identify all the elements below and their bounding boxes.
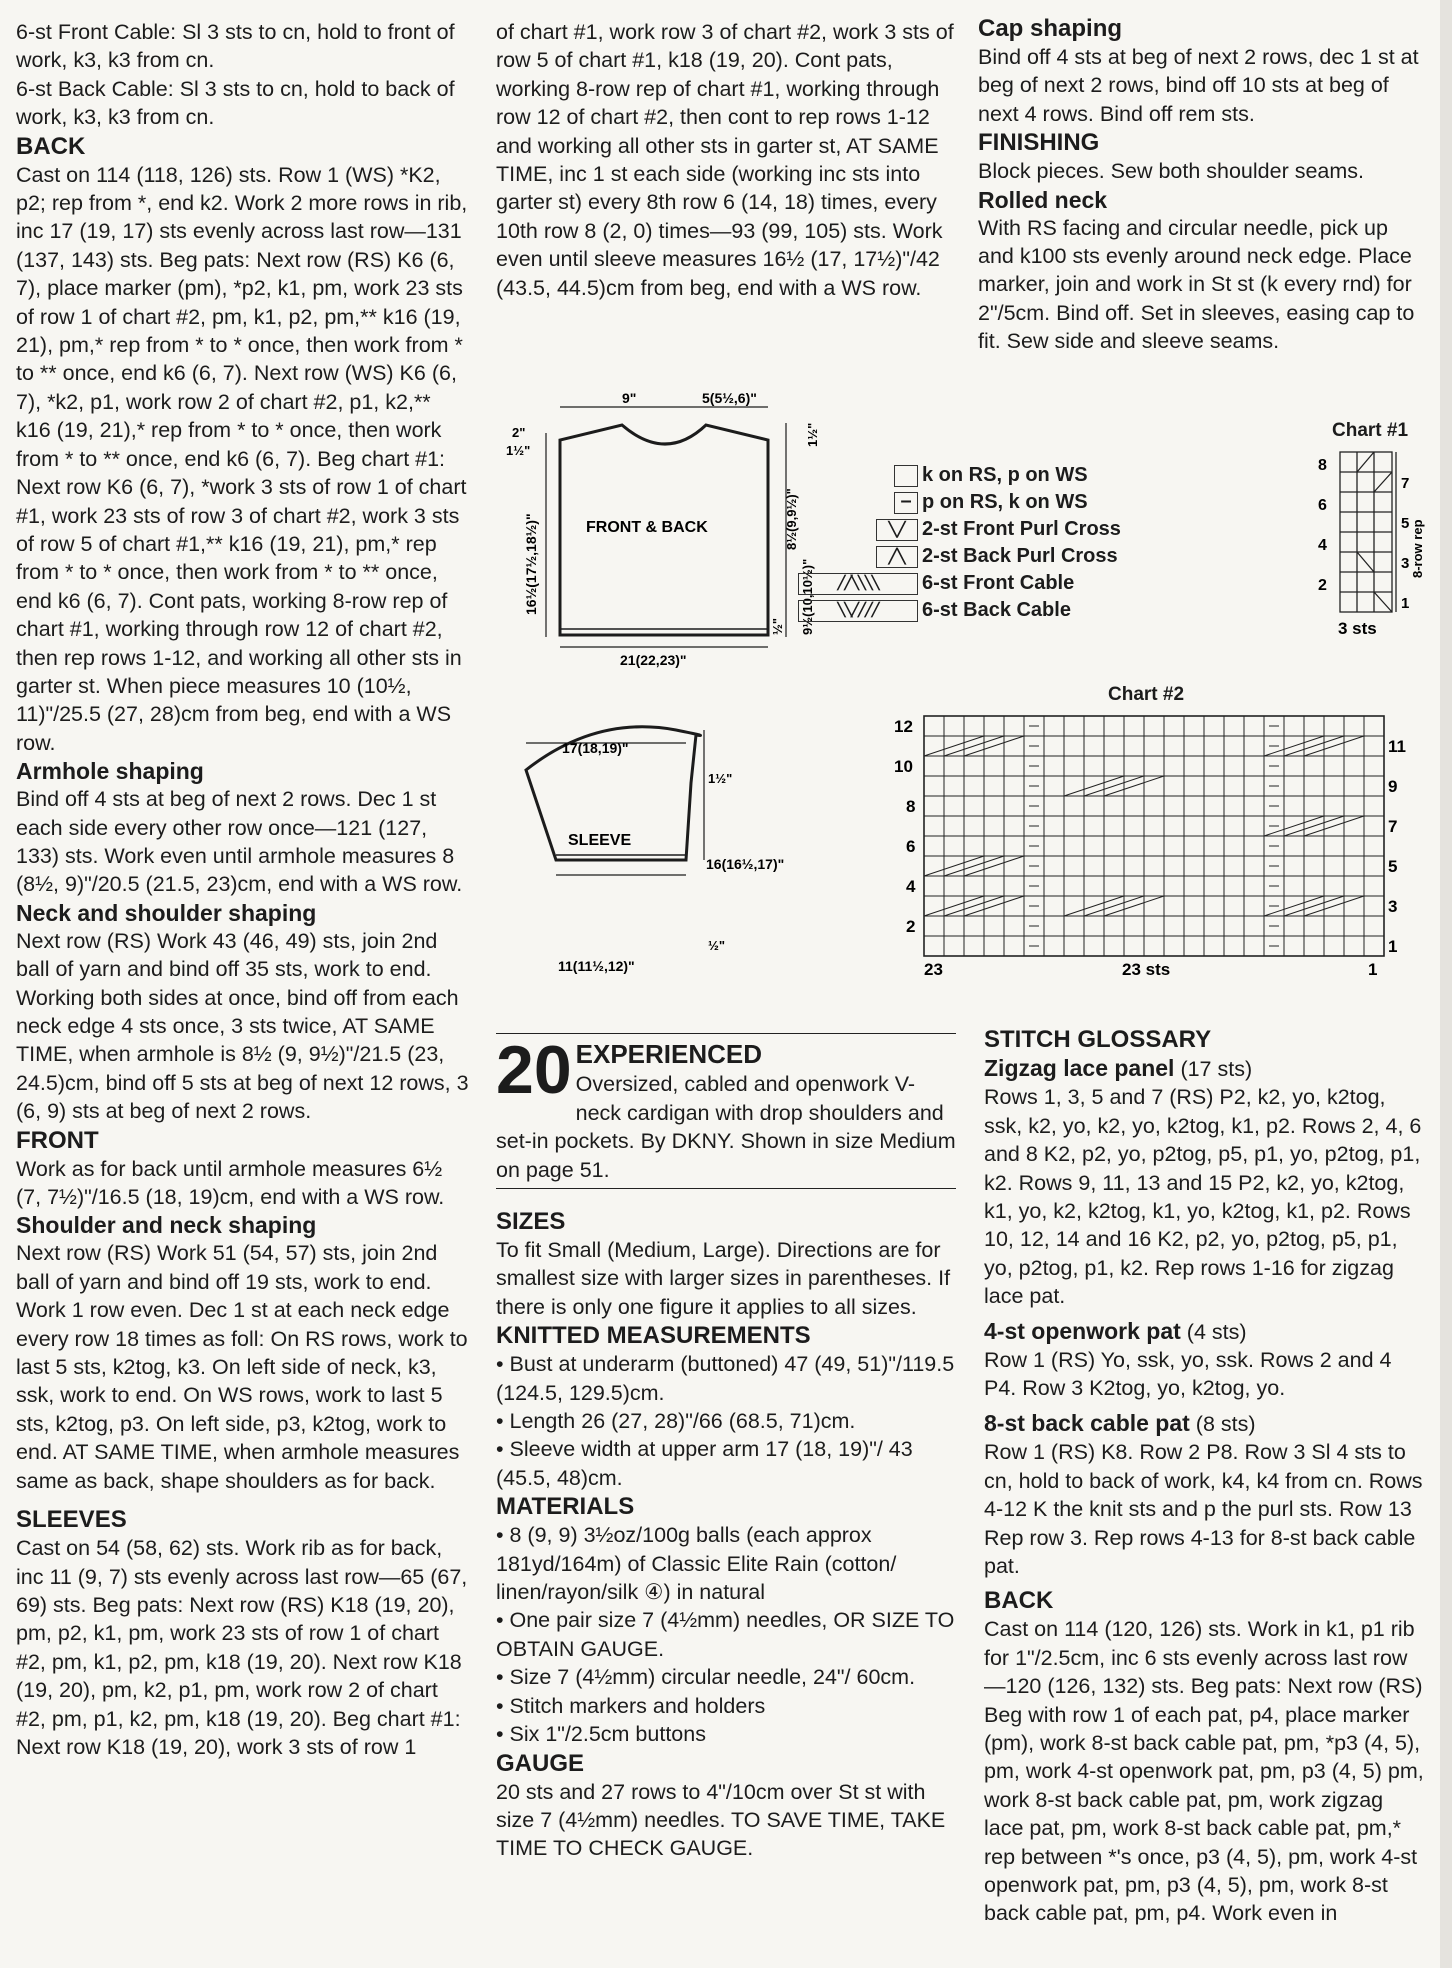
dim-top-width: 9" <box>622 390 637 406</box>
sleeve-continued: of chart #1, work row 3 of chart #2, work 3 sts of row 5 of chart #1, k18 (19, 20). Cont pats, working 8-row rep of chart #1, working through row 12 of chart #2, then cont to rep rows 1-12 and working all other sts in garter st, AT SAME TIME, inc 1 st each side (working inc sts into garter st) every 8th row 6 (14, 18) times, every 10th row 8 (2, 0) times—93 (99, 105) sts. Work even until sleeve measures 16½ (17, 17½)"/42 (43.5, 44.5)cm from beg, end with a WS row. <box>496 20 954 300</box>
shoulder-neck-instructions: Next row (RS) Work 51 (54, 57) sts, join 2nd ball of yarn and bind off 19 sts, work to end. Work 1 row even. Dec 1 st at each neck edge every row 18 times as foll: On RS rows, work to last 5 sts, k2tog, k3. On left side of neck, k3, ssk, work to end. On WS rows, work to last 5 sts, k2tog, p3. On left side, p3, k2tog, work to end. AT SAME TIME, when armhole measures same as back, shape shoulders as for back. <box>16 1241 468 1493</box>
chart1-row-label: 8 <box>1318 457 1327 474</box>
material-item: • Six 1"/2.5cm buttons <box>496 1722 706 1747</box>
chart1-title: Chart #1 <box>1332 420 1409 441</box>
chart1 <box>1310 448 1440 648</box>
legend-item: ╲╲╱╱╱╱ 6-st Back Cable <box>894 597 1121 624</box>
gauge-heading: GAUGE <box>496 1749 585 1777</box>
dim-rib: ½" <box>770 617 785 635</box>
material-item: • Stitch markers and holders <box>496 1693 766 1718</box>
chart1-row-label: 5 <box>1401 515 1410 532</box>
dim-body: 9½(10,10½)" <box>800 558 815 635</box>
material-item: • Size 7 (4½mm) circular needle, 24"/ 60cm. <box>496 1665 916 1690</box>
label-front-back: FRONT & BACK <box>586 519 708 536</box>
sleeves-heading: SLEEVES <box>16 1506 127 1534</box>
chart2-row-label: 11 <box>1388 737 1406 756</box>
dim-shoulder-slope: 1½" <box>805 422 820 447</box>
legend-item: – p on RS, k on WS <box>894 489 1121 516</box>
section-rule-bottom <box>496 1188 956 1189</box>
legend-item: k on RS, p on WS <box>894 462 1121 489</box>
neck-instructions: Next row (RS) Work 43 (46, 49) sts, join 2nd ball of yarn and bind off 35 sts, work to end. Working both sides at once, bind off from each neck edge 4 sts once, 3 sts twice, AT SAME TIME, when armhole is 8½ (9, 9½)"/21.5 (23, 24.5)cm, bind off 5 sts at beg of next 12 rows, 3 (6, 9) sts at beg of next 2 rows. <box>16 928 469 1124</box>
material-item: • 8 (9, 9) 3½oz/100g balls (each approx 181yd/164m) of Classic Elite Rain (cotton/ linen/rayon/silk ④) in natural <box>496 1523 897 1605</box>
gauge-text: 20 sts and 27 rows to 4"/10cm over St st with size 7 (4½mm) needles. TO SAVE TIME, TAKE TIME TO CHECK GAUGE. <box>496 1779 946 1861</box>
dim-armhole: 8½(9,9½)" <box>784 488 799 550</box>
dim-sleeve-length: 16(16½,17)" <box>706 856 785 872</box>
dim-sleeve-top: 17(18,19)" <box>562 740 629 756</box>
chart-legend <box>837 462 1121 624</box>
front-cable-icon: ╱╱╲╲╲╲ <box>798 573 918 595</box>
page-edge <box>1440 0 1452 1968</box>
sizes-heading: SIZES <box>496 1208 566 1235</box>
measurements-heading: KNITTED MEASUREMENTS <box>496 1322 811 1350</box>
legend-item: ╲╱ 2-st Front Purl Cross <box>894 516 1121 543</box>
chart2-row-label: 5 <box>1388 857 1398 876</box>
pattern-number: 20 <box>496 1032 572 1108</box>
chart2-stitch-right: 1 <box>1368 960 1378 979</box>
column-left <box>16 0 470 1761</box>
zigzag-text: Rows 1, 3, 5 and 7 (RS) P2, k2, yo, k2tog, ssk, k2, yo, k2, yo, k2tog, k1, p2. Rows 2, 4, 6 and 8 K2, p2, yo, p2tog, p5, p1, yo, p2tog, p1, k2. Rows 9, 11, 13 and 15 P2, k2, yo, k2tog, k1, yo, k2, k2tog, k1, yo, k2tog, k1, p2. Rows 10, 12, 14 and 16 K2, p2, yo, p2tog, p5, p1, yo, p2tog, p1, k2. Rep rows 1-16 for zigzag lace pat. <box>984 1085 1422 1309</box>
chart2-sts: 23 sts <box>1122 960 1171 979</box>
legend-item: ╱╲ 2-st Back Purl Cross <box>894 543 1121 570</box>
chart1-sts: 3 sts <box>1338 619 1377 638</box>
pattern-20-details <box>496 1207 956 1863</box>
chart1-repeat-label: 8-row rep <box>1410 519 1425 578</box>
materials-heading: MATERIALS <box>496 1493 635 1521</box>
dim-total-length: 16½(17½,18½)" <box>523 513 539 615</box>
cable-text: Row 1 (RS) K8. Row 2 P8. Row 3 Sl 4 sts to cn, hold to back of work, k4, k4 from cn. Rows 4-12 K the knit sts and p the purl sts. Row 13 Rep row 3. Rep rows 4-13 for 8-st back cable pat. <box>984 1440 1423 1578</box>
dim-front-neck: 1½" <box>506 443 531 458</box>
material-item: • One pair size 7 (4½mm) needles, OR SIZE TO OBTAIN GAUGE. <box>496 1608 955 1661</box>
knit-symbol-icon <box>894 465 918 487</box>
back-20-heading: BACK <box>984 1587 1054 1615</box>
zigzag-count: (17 sts) <box>1180 1057 1253 1081</box>
measurement-item: • Length 26 (27, 28)"/66 (68.5, 71)cm. <box>496 1409 856 1434</box>
chart1-row-label: 2 <box>1318 577 1327 594</box>
chart2-row-label: 9 <box>1388 777 1398 796</box>
openwork-heading: 4-st openwork pat <box>984 1317 1181 1344</box>
chart2-row-label: 4 <box>906 877 916 896</box>
chart2-row-label: 12 <box>894 717 913 736</box>
rolled-neck-heading: Rolled neck <box>978 186 1108 213</box>
sizes-text: To fit Small (Medium, Large). Directions are for smallest size with larger sizes in parentheses. If there is only one figure it applies to all sizes. <box>496 1238 951 1319</box>
measurement-item: • Sleeve width at upper arm 17 (18, 19)"/ 43 (45.5, 48)cm. <box>496 1437 913 1490</box>
dim-neck-depth: 2" <box>512 425 526 440</box>
sleeves-instructions: Cast on 54 (58, 62) sts. Work rib as for back, inc 11 (9, 7) sts evenly across last row—65 (67, 69) sts. Beg pats: Next row (RS) K18 (19, 20), pm, p2, k1, pm, work 23 sts of row 1 of chart #2, pm, k1, p2, pm, k18 (19, 20). Next row K18 (19, 20), pm, k2, p1, pm, work row 2 of chart #2, pm, p1, k2, pm, k18 (19, 20). Beg chart #1: Next row K18 (19, 20), work 3 sts of row 1 <box>16 1536 468 1759</box>
back-cable-icon: ╲╲╱╱╱╱ <box>798 600 918 622</box>
back-instructions: Cast on 114 (118, 126) sts. Row 1 (WS) *K2, p2; rep from *, end k2. Work 2 more rows in rib, inc 17 (19, 17) sts evenly across last row—131 (137, 143) sts. Beg pats: Next row (RS) K6 (6, 7), place marker (pm), *p2, k1, pm, work 23 sts of row 1 of chart #2, pm, k1, p2, pm,** k16 (19, 21), pm,* rep from * to * once, then work from * to ** once, end k6 (6, 7). Next row (WS) K6 (6, 7), *k2, p1, work row 2 of chart #2, p1, k2,** k16 (19, 21),* rep from * to * once, then work from * to ** once, end k6 (6, 7). Beg chart #1: Next row K6 (6, 7), *work 3 sts of row 1 of chart #1, work 23 sts of row 3 of chart #2, work 3 sts of row 5 of chart #1,** k16 (19, 21), pm,* rep from * to * once, then work from * to ** once, end k6 (6, 7). Cont pats, working 8-row rep of chart #1, working through row 12 of chart #2, then rep rows 1-12, and working all other sts in garter st. When piece measures 10 (10½, 11)"/25.5 (27, 28)cm from beg, end with a WS row. <box>16 162 468 755</box>
chart2-row-label: 2 <box>906 917 916 936</box>
measurement-item: • Bust at underarm (buttoned) 47 (49, 51)"/119.5 (124.5, 129.5)cm. <box>496 1352 955 1405</box>
chart1-row-label: 4 <box>1318 537 1327 554</box>
chart1-row-label: 3 <box>1401 555 1410 572</box>
cable-heading: 8-st back cable pat <box>984 1409 1190 1436</box>
front-purl-cross-icon: ╲╱ <box>876 519 918 541</box>
legend-item: ╱╱╲╲╲╲ 6-st Front Cable <box>894 570 1121 597</box>
chart2-row-label: 3 <box>1388 897 1398 916</box>
glossary-heading: STITCH GLOSSARY <box>984 1026 1212 1053</box>
chart2-row-label: 8 <box>906 797 916 816</box>
column-middle <box>496 0 956 302</box>
dim-sleeve-rib: ½" <box>708 938 726 953</box>
back-purl-cross-icon: ╱╲ <box>876 546 918 568</box>
finishing-heading: FINISHING <box>978 129 1100 157</box>
dim-cuff: 11(11½,12)" <box>558 958 635 974</box>
openwork-text: Row 1 (RS) Yo, ssk, yo, ssk. Rows 2 and 4 P4. Row 3 K2tog, yo, k2tog, yo. <box>984 1348 1392 1401</box>
dim-sleeve-cap: 1½" <box>708 771 733 786</box>
chart2-row-label: 1 <box>1388 937 1398 956</box>
finishing-text: Block pieces. Sew both shoulder seams. <box>978 159 1365 184</box>
armhole-instructions: Bind off 4 sts at beg of next 2 rows. Dec 1 st each side every other row once—121 (127, 133) sts. Work even until armhole measures 8 (8½, 9)"/20.5 (21.5, 23)cm, end with a WS row. <box>16 787 463 897</box>
pattern-20-intro <box>496 1032 956 1184</box>
cap-instructions: Bind off 4 sts at beg of next 2 rows, dec 1 st at beg of next 2 rows, bind off 10 sts at beg of next 4 rows. Bind off rem sts. <box>978 45 1419 126</box>
armhole-heading: Armhole shaping <box>16 758 204 785</box>
chart2-row-label: 7 <box>1388 817 1398 836</box>
back-cable-def: 6-st Back Cable: Sl 3 sts to cn, hold to back of work, k3, k3 from cn. <box>16 76 455 130</box>
chart2 <box>884 712 1404 982</box>
chart2-stitch-left: 23 <box>924 960 943 979</box>
front-cable-def: 6-st Front Cable: Sl 3 sts to cn, hold to front of work, k3, k3 from cn. <box>16 20 455 73</box>
front-instructions: Work as for back until armhole measures 6½ (7, 7½)"/16.5 (18, 19)cm, end with a WS row. <box>16 1156 445 1210</box>
column-right <box>978 0 1428 356</box>
chart2-row-label: 6 <box>906 837 916 856</box>
openwork-count: (4 sts) <box>1186 1319 1247 1344</box>
cable-count: (8 sts) <box>1195 1411 1256 1436</box>
pattern-description: Oversized, cabled and openwork V-neck cardigan with drop shoulders and set-in pockets. By DKNY. Shown in size Medium on page 51. <box>496 1072 956 1182</box>
dim-shoulder: 5(5½,6)" <box>702 390 757 406</box>
chart2-title: Chart #2 <box>1108 684 1185 705</box>
chart1-row-label: 1 <box>1401 595 1410 612</box>
neck-heading: Neck and shoulder shaping <box>16 899 317 926</box>
skill-level: EXPERIENCED <box>575 1039 763 1069</box>
purl-symbol-icon: – <box>894 492 918 514</box>
dim-width: 21(22,23)" <box>620 652 687 668</box>
zigzag-heading: Zigzag lace panel <box>984 1055 1175 1081</box>
front-heading: FRONT <box>16 1126 99 1154</box>
chart1-row-label: 6 <box>1318 497 1327 514</box>
shoulder-neck-heading: Shoulder and neck shaping <box>16 1212 317 1239</box>
back-heading: BACK <box>16 132 86 160</box>
back-20-text: Cast on 114 (120, 126) sts. Work in k1, p1 rib for 1"/2.5cm, inc 6 sts evenly across last row—120 (126, 132) sts. Beg pats: Next row (RS) Beg with row 1 of each pat, p4, place marker (pm), work 8-st back cable pat, pm, *p3 (4, 5), pm, work 4-st openwork pat, pm, p3 (4, 5) pm, work 8-st back cable pat, pm, work zigzag lace pat, pm, work 8-st back cable pat, pm,* rep between *'s once, p3 (4, 5), pm, work 4-st openwork pat, pm, p3 (4, 5), pm, work 8-st back cable pat, pm, p4. Work even in <box>984 1617 1424 1926</box>
label-sleeve: SLEEVE <box>568 832 632 849</box>
cap-heading: Cap shaping <box>978 15 1123 42</box>
chart2-row-label: 10 <box>894 757 913 776</box>
chart1-row-label: 7 <box>1401 475 1410 492</box>
stitch-glossary <box>984 1025 1428 1928</box>
rolled-neck-text: With RS facing and circular needle, pick up and k100 sts evenly around neck edge. Place marker, join and work in St st (k every rnd) for 2"/5cm. Bind off. Set in sleeves, easing cap to fit. Sew side and sleeve seams. <box>978 215 1415 354</box>
